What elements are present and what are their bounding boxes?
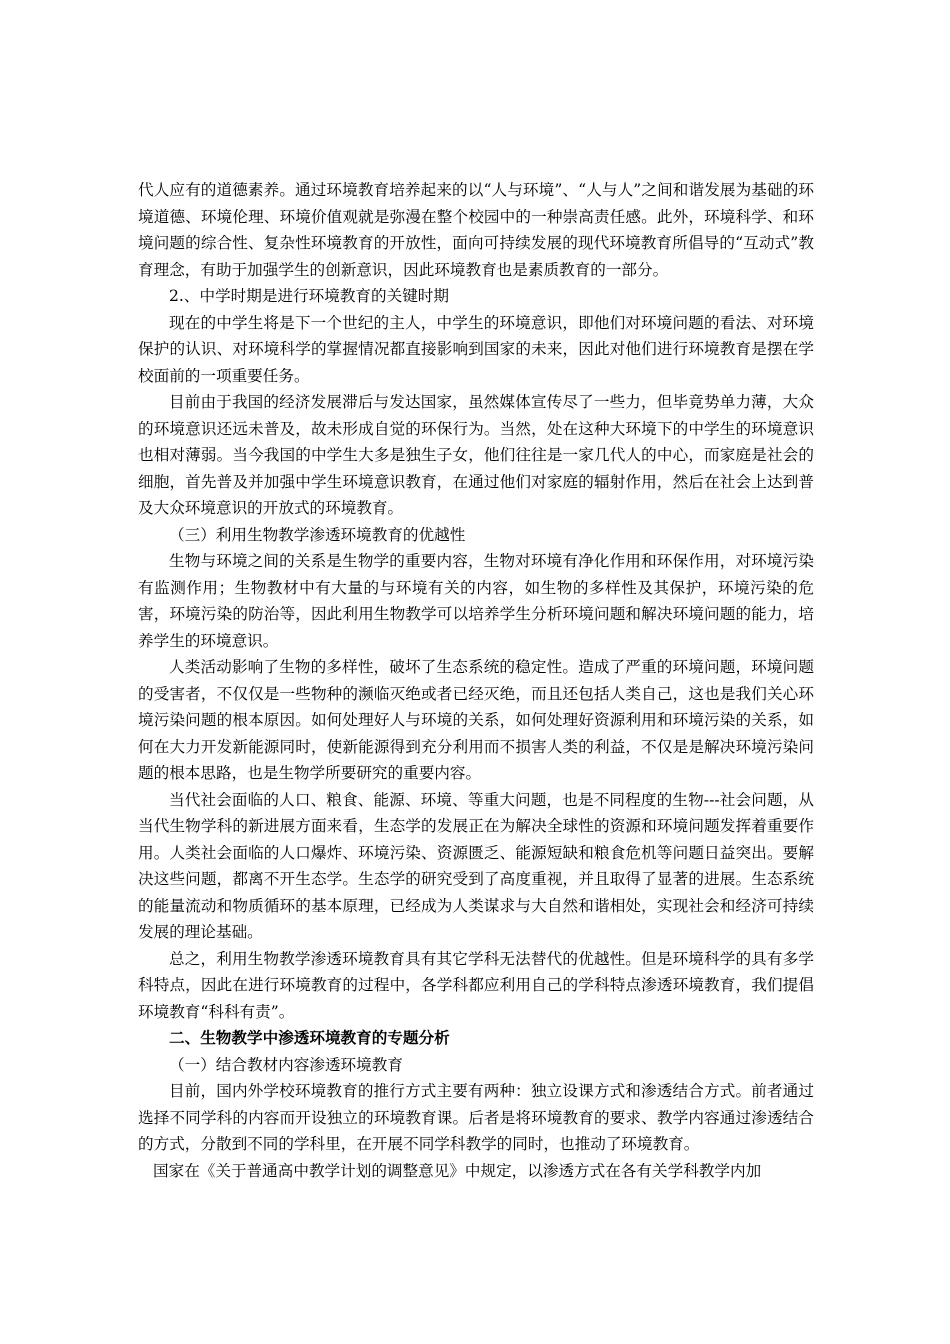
section-subheading: （三）利用生物教学渗透环境教育的优越性 <box>169 525 466 544</box>
body-paragraph: 国家在《关于普通高中教学计划的调整意见》中规定，以渗透方式在各有关学科教学内加 <box>153 1161 762 1180</box>
body-paragraph: 现在的中学生将是下一个世纪的主人，中学生的环境意识，即他们对环境问题的看法、对环境保护的认识、对环境科学的掌握情况都直接影响到国家的未来，因此对他们进行环境教育是摆在学校面前的一项重要任务。 <box>138 313 814 385</box>
document-body <box>138 177 814 1184</box>
body-paragraph: 当代社会面临的人口、粮食、能源、环境、等重大问题，也是不同程度的生物---社会问题，从当代生物学科的新进展方面来看，生态学的发展正在为解决全球性的资源和环境问题发挥着重要作用。人类社会面临的人口爆炸、环境污染、资源匮乏、能源短缺和粮食危机等问题日益突出。要解决这些问题，都离不开生态学。生态学的研究受到了高度重视，并且取得了显著的进展。生态系统的能量流动和物质循环的基本原理，已经成为人类谋求与大自然和谐相处，实现社会和经济可持续发展的理论基础。 <box>138 790 814 941</box>
body-paragraph: 人类活动影响了生物的多样性，破坏了生态系统的稳定性。造成了严重的环境问题，环境问题的受害者，不仅仅是一些物种的濒临灭绝或者已经灭绝，而且还包括人类自己，这也是我们关心环境污染问题的根本原因。如何处理好人与环境的关系，如何处理好资源利用和环境污染的关系，如何在大力开发新能源同时，使新能源得到充分利用而不损害人类的利益，不仅是是解决环境污染问题的根本思路，也是生物学所要研究的重要内容。 <box>138 658 814 782</box>
section-heading: 二、生物教学中渗透环境教育的专题分析 <box>169 1028 450 1047</box>
body-paragraph: 总之，利用生物教学渗透环境教育具有其它学科无法替代的优越性。但是环境科学的具有多学科特点，因此在进行环境教育的过程中，各学科都应利用自己的学科特点渗透环境教育，我们提倡环境教育“科科有责”。 <box>138 949 814 1021</box>
body-paragraph: 代人应有的道德素养。通过环境教育培养起来的以“人与环境”、“人与人”之间和谐发展为基础的环境道德、环境伦理、环境价值观就是弥漫在整个校园中的一种崇高责任感。此外，环境科学、和环境问题的综合性、复杂性环境教育的开放性，面向可持续发展的现代环境教育所倡导的“互动式”教育理念，有助于加强学生的创新意识，因此环境教育也是素质教育的一部分。 <box>138 181 814 279</box>
section-subheading: （一）结合教材内容渗透环境教育 <box>169 1055 403 1074</box>
body-paragraph: 目前由于我国的经济发展滞后与发达国家，虽然媒体宣传尽了一些力，但毕竟势单力薄，大众的环境意识还远未普及，故未形成自觉的环保行为。当然，处在这种大环境下的中学生的环境意识也相对薄弱。当今我国的中学生大多是独生子女，他们往往是一家几代人的中心，而家庭是社会的细胞，首先普及并加强中学生环境意识教育，在通过他们对家庭的辐射作用，然后在社会上达到普及大众环境意识的开放式的环境教育。 <box>138 393 814 517</box>
body-paragraph: 目前，国内外学校环境教育的推行方式主要有两种：独立设课方式和渗透结合方式。前者通过选择不同学科的内容而开设独立的环境教育课。后者是将环境教育的要求、教学内容通过渗透结合的方式，分散到不同的学科里，在开展不同学科教学的同时，也推动了环境教育。 <box>138 1082 814 1153</box>
body-paragraph: 生物与环境之间的关系是生物学的重要内容，生物对环境有净化作用和环保作用，对环境污染有监测作用；生物教材中有大量的与环境有关的内容，如生物的多样性及其保护，环境污染的危害，环境污染的防治等，因此利用生物教学可以培养学生分析环境问题和解决环境问题的能力，培养学生的环境意识。 <box>138 552 814 650</box>
section-subheading: 2.、中学时期是进行环境教育的关键时期 <box>169 287 449 305</box>
